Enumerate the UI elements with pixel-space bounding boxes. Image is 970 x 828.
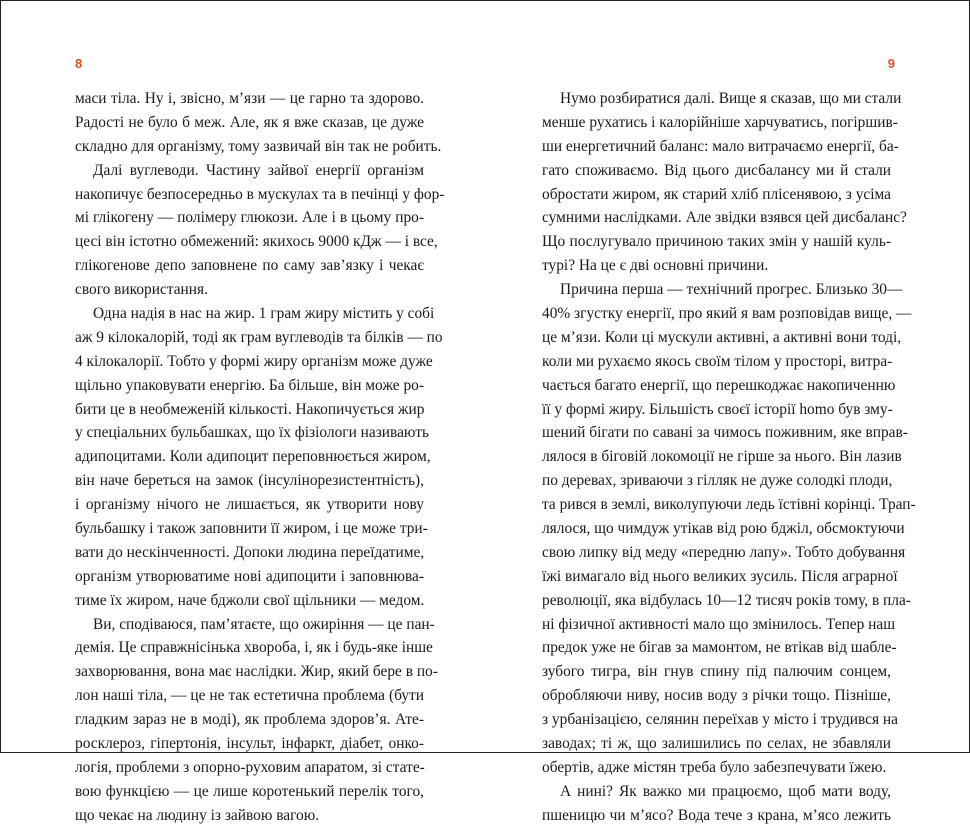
- text-line: по деревах, зриваючи з гілляк не дуже солодкі плоди,: [542, 472, 893, 490]
- text-line: шений бігати по савані за чимось поживним, яке вправ-: [542, 424, 908, 442]
- text-line: їжі вимагало від нього великих зусиль. Після аграрної: [542, 567, 898, 585]
- text-line: маси тіла. Ну і, звісно, м’язи — це гарно та здорово.: [75, 90, 424, 107]
- text-line: Причина перша — технічний прогрес. Близько 30—: [560, 281, 903, 299]
- text-line: адипоцитами. Коли адипоцит переповнюється жиром,: [75, 448, 431, 466]
- body-text-right: [542, 87, 916, 828]
- text-line: накопичує безпосередньо в мускулах та в печінці у фор-: [75, 185, 445, 203]
- right-page: [485, 1, 969, 824]
- text-line: лялося, що чимдуж утікав від рою бджіл, обсмоктуючи: [542, 520, 905, 538]
- text-line: турі? На це є дві основні причини.: [542, 257, 769, 275]
- text-line: що чекає на людину із зайвою вагою.: [75, 806, 320, 824]
- text-line: складно для організму, тому зазвичай він так не робить.: [75, 137, 442, 155]
- text-line: А нині? Як важко ми працюємо, щоб мати воду,: [560, 782, 891, 800]
- text-line: росклероз, гіпертонія, інсульт, інфаркт, діабет, онко-: [75, 735, 424, 753]
- text-line: Нумо розбиратися далі. Вище я сказав, що ми стали: [560, 90, 902, 107]
- text-line: Що послугувало причиною таких змін у нашій куль-: [542, 233, 891, 251]
- text-line: обростати жиром, як старий хліб плісенявою, з усіма: [542, 185, 891, 203]
- body-text-left: [75, 87, 445, 828]
- text-line: ні фізичної активності мало що змінилось. Тепер наш: [542, 615, 896, 633]
- text-line: обробляючи ниву, носив воду з річки тощо. Пізніше,: [542, 687, 891, 705]
- page-number-right: 9: [887, 56, 895, 71]
- text-line: організм утворюватиме нові адипоцити і заповнюва-: [75, 567, 424, 585]
- text-line: вою функцією — це лише коротенький перелік того,: [75, 782, 424, 800]
- text-line: у спеціальних бульбашках, що їх фізіологи називають: [75, 424, 429, 442]
- text-line: пшеницю чи м’ясо? Вода тече з крана, м’ясо лежить: [542, 806, 891, 824]
- text-line: аж 9 кілокалорій, тоді як грам вуглеводів та білків — по: [75, 328, 443, 346]
- text-line: Радості не було б меж. Але, як я вже сказав, це дуже: [75, 113, 424, 131]
- text-line: революції, яка відбулась 10—12 тисяч років тому, в пла-: [542, 591, 911, 609]
- left-page: [1, 1, 485, 824]
- text-line: свою липку від меду «передню лапу». Тобто добування: [542, 543, 906, 561]
- text-line: гладким зараз не в моді), як проблема здоров’я. Ате-: [75, 711, 424, 729]
- text-line: щільно упаковувати енергію. Ба більше, він може ро-: [75, 376, 424, 394]
- text-line: Ви, сподіваюся, пам’ятаєте, що ожиріння — це пан-: [93, 615, 435, 633]
- page-number-left: 8: [75, 56, 83, 71]
- text-line: заводах; ті ж, що залишились по селах, не збавляли: [542, 735, 891, 753]
- text-line: вати до нескінченності. Допоки людина переїдатиме,: [75, 543, 425, 561]
- text-line: він наче береться на замок (інсулінорезистентність),: [75, 472, 424, 490]
- text-line: ши енергетичний баланс: мало витрачаємо енергії, ба-: [542, 137, 899, 155]
- text-line: цесі він істотно обмежений: якихось 9000 кДж — і все,: [75, 233, 438, 251]
- text-line: демія. Це справжнісінька хвороба, і, як і будь-яке інше: [75, 639, 433, 657]
- text-line: лялося в біговій локомоції не гірше за нього. Він лазив: [542, 448, 902, 466]
- text-line: глікогенове депо заповнене по саму зав’язку і чекає: [75, 257, 424, 275]
- text-line: 4 кілокалорії. Тобто у формі жиру організм може дуже: [75, 352, 433, 370]
- text-line: Одна надія в нас на жир. 1 грам жиру містить у собі: [93, 305, 435, 323]
- text-line: чається багато енергії, що перешкоджає накопиченню: [542, 376, 896, 394]
- text-line: менше рухатись і калорійніше харчуватись, погіршив-: [542, 113, 898, 131]
- text-line: Далі вуглеводи. Частину зайвої енергії організм: [93, 161, 424, 179]
- text-line: і організму нічого не лишається, як утворити нову: [75, 496, 424, 514]
- text-line: її у формі жиру. Більшість своєї історії homo був зму-: [542, 400, 893, 418]
- text-line: сумними наслідками. Але звідки взявся цей дисбаланс?: [542, 209, 907, 227]
- text-line: логія, проблеми з опорно-руховим апаратом, зі стате-: [75, 758, 425, 776]
- text-line: та рився в землі, виколупуючи ледь їстівні корінці. Трап-: [542, 496, 916, 514]
- text-line: 40% згустку енергії, про який я вам розповідав вище, —: [542, 305, 912, 323]
- text-line: бульбашку і також заповнити її жиром, і це може три-: [75, 520, 428, 538]
- text-line: обертів, адже містян треба було забезпечувати їжею.: [542, 758, 887, 776]
- text-line: гато споживаємо. Від цього дисбалансу ми й стали: [542, 161, 891, 179]
- text-line: це м’язи. Коли ці мускули активні, а активні вони тоді,: [542, 328, 902, 346]
- text-line: лон наші тіла, — це не так естетична проблема (бути: [75, 687, 424, 705]
- text-line: свого використання.: [75, 281, 208, 299]
- text-line: мі глікогену — полімеру глюкози. Але і в цьому про-: [75, 209, 424, 227]
- text-line: бити це в необмеженій кількості. Накопичується жир: [75, 400, 425, 418]
- text-line: коли ми рухаємо якось своїм тілом у просторі, витра-: [542, 352, 893, 370]
- text-line: з урбанізацією, селянин переїхав у місто і трудився на: [542, 711, 898, 729]
- text-line: тиме їх жиром, наче бджоли свої щільники — медом.: [75, 591, 425, 609]
- text-line: захворювання, вона має наслідки. Жир, який бере в по-: [75, 663, 438, 681]
- text-line: зубого тигра, він гнув спину під палючим сонцем,: [542, 663, 891, 681]
- text-line: предок уже не бігав за мамонтом, не втікав від шабле-: [542, 639, 897, 657]
